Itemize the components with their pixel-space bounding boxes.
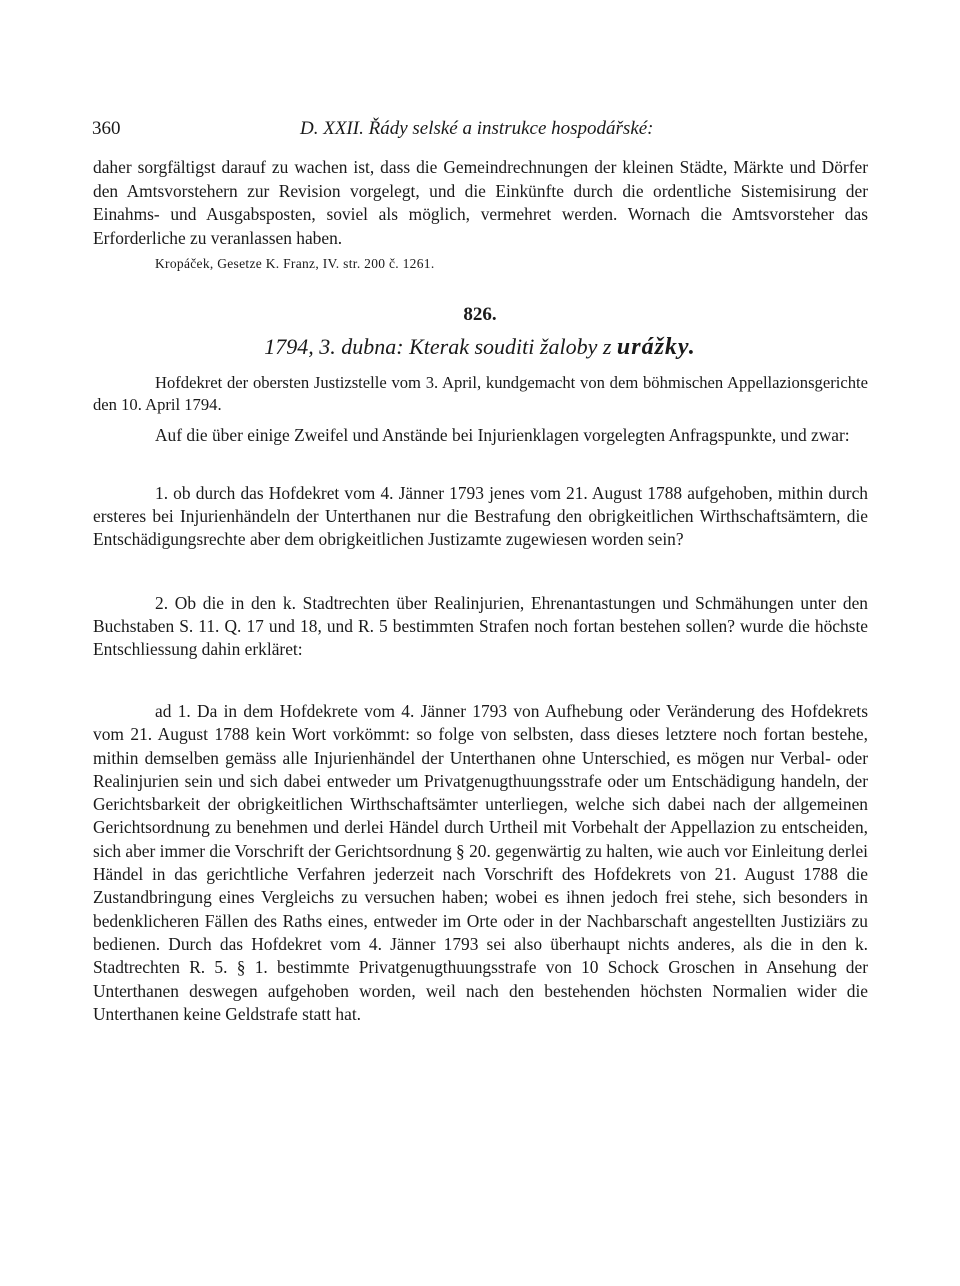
entry-heading <box>0 334 960 361</box>
entry-heading-prefix: 1794, 3. dubna: Kterak souditi žaloby z <box>264 334 612 359</box>
intro-section <box>93 156 868 276</box>
intro-paragraph: daher sorgfältigst darauf zu wachen ist, dass die Gemeindrechnungen der kleinen Städte, Märkte und Dörfer den Amtsvorstehern zur Revision vorgelegt, und die Einkünfte durch die ordentliche Sistemisirung der Einahms- und Ausgabsposten, soviel als möglich, vermehret werden. Wornach die Amtsvorsteher das Erforderliche zu veranlassen haben. <box>93 157 868 248</box>
paragraph-question-2: 2. Ob die in den k. Stadtrechten über Realinjurien, Ehrenantastungen und Schmähungen unter den Buchstaben S. 11. Q. 17 und 18, und R. 5 bestimmten Strafen noch fortan bestehen sollen? wurde die höchste Entschliessung dahin erkläret: <box>93 593 868 660</box>
paragraph-answer-1: ad 1. Da in dem Hofdekrete vom 4. Jänner 1793 von Aufhebung oder Veränderung des Hofdekrets vom 21. August 1788 kein Wort vorkömmt: so folge von selbsten, dass dieses letztere noch fortan bestehe, mithin demselben gemäss alle Injurienhändel der Unterthanen ohne Unterschied, es mögen nur Verbal- oder Realinjurien sein und sich dabei entweder um Privatgenugthuungsstrafe oder um Entschädigung handeln, der Gerichtsbarkeit der obrigkeitlichen Wirthschaftsämter unterliegen, welche sich dabei nach der allgemeinen Gerichtsordnung zu benehmen und derlei Händel durch Urtheil mit Vorbehalt der Appellazion zu entscheiden, sich aber immer die Vorschrift der Gerichtsordnung § 20. gegenwärtig zu halten, wie auch vor Einleitung derlei Händel in das gerichtliche Verfahren jederzeit nach Vorschrift des Hofdekrets von 21. August 1788 die Zustandbringung eines Vergleichs zu versuchen haben; wobei es ihnen jedoch frei stehe, sich besonders in bedenklicheren Fällen des Raths eines, entweder im Orte oder in der Nachbarschaft angestellten Justiziärs zu bedienen. Durch das Hofdekret vom 4. Jänner 1793 sei also überhaupt nichts anderes, als die in den k. Stadtrechten R. 5. § 1. bestimmte Privatgenugthuungsstrafe von 10 Schock Groschen in Ansehung der Unterthanen deswegen aufgehoben worden, weil nach den bestehenden höchsten Normalien wider die Unterthanen keine Geldstrafe statt hat. <box>93 701 868 1024</box>
running-title: D. XXII. Řády selské a instrukce hospodářské: <box>300 118 654 139</box>
intro-citation: Kropáček, Gesetze K. Franz, IV. str. 200 č. 1261. <box>155 256 435 272</box>
entry-heading-emphasis: urážky. <box>616 334 696 360</box>
paragraph-question-1: 1. ob durch das Hofdekret vom 4. Jänner 1793 jenes vom 21. August 1788 aufgehoben, mithin durch ersteres bei Injurienhändeln der Unterthanen nur die Bestrafung den obrigkeitlichen Wirthschaftsämtern, die Entschädigungsrechte aber dem obrigkeitlichen Justizamte zugewiesen worden sein? <box>93 483 868 550</box>
page-number: 360 <box>92 118 121 139</box>
paragraph-intro: Auf die über einige Zweifel und Anstände bei Injurienklagen vorgelegten Anfragspunkte, und zwar: <box>155 425 850 445</box>
page-header <box>92 118 868 144</box>
entry-number: 826. <box>463 304 497 325</box>
entry-source: Hofdekret der obersten Justizstelle vom 3. April, kundgemacht von dem böhmischen Appellazionsgerichte den 10. April 1794. <box>93 373 868 414</box>
